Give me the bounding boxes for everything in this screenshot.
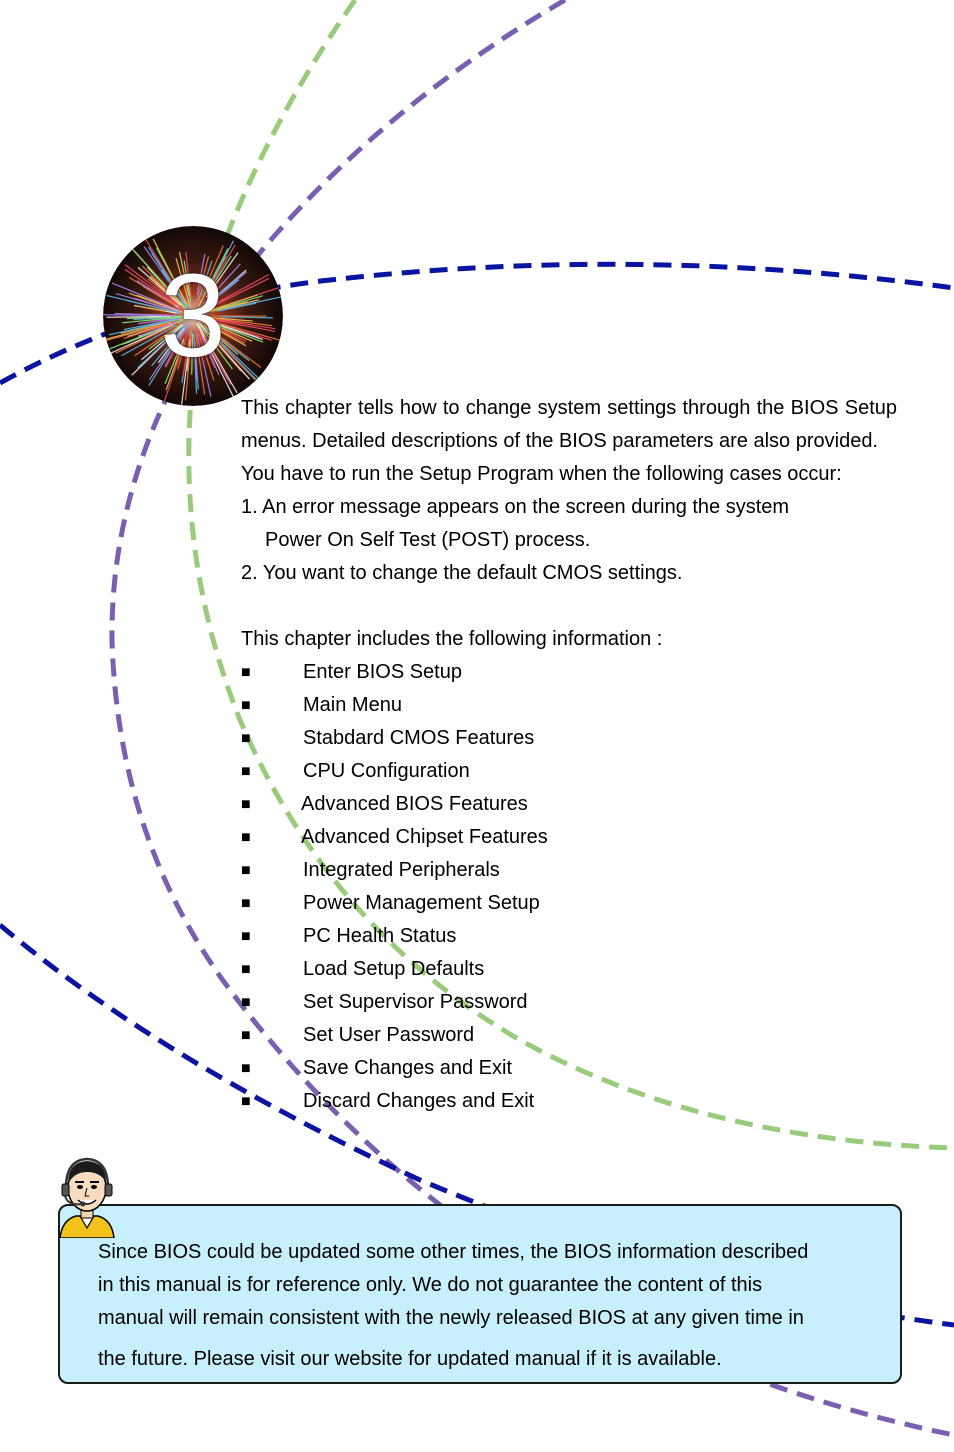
note-line: in this manual is for reference only. We do not guarantee the content of this <box>98 1274 763 1296</box>
list-item <box>241 722 897 755</box>
toc-item-label: Set User Password <box>303 1024 475 1046</box>
list-item <box>241 1019 897 1052</box>
chapter-number: 3 <box>160 250 226 382</box>
bullet-icon: ■ <box>241 1027 251 1044</box>
list-item <box>241 953 897 986</box>
bullet-icon: ■ <box>241 697 251 714</box>
toc-item-label: Integrated Peripherals <box>303 859 500 881</box>
case-2: 2. You want to change the default CMOS settings. <box>241 562 683 584</box>
toc-item-label: PC Health Status <box>303 925 457 947</box>
toc-item-label: Enter BIOS Setup <box>303 661 462 683</box>
bullet-icon: ■ <box>241 829 251 846</box>
toc-item-label: Power Management Setup <box>303 892 540 914</box>
list-item <box>241 656 897 689</box>
bullet-icon: ■ <box>241 994 251 1011</box>
list-item <box>241 788 897 821</box>
chapter-badge <box>103 226 283 406</box>
toc-item-label: Discard Changes and Exit <box>303 1090 535 1112</box>
bullet-icon: ■ <box>241 1093 251 1110</box>
case-1: 1. An error message appears on the screen during the system <box>241 496 790 518</box>
toc-item-label: Advanced BIOS Features <box>301 793 528 815</box>
bullet-icon: ■ <box>241 763 251 780</box>
cases-paragraph: You have to run the Setup Program when the following cases occur: <box>241 463 842 485</box>
bullet-icon: ■ <box>241 796 251 813</box>
note-line: Since BIOS could be updated some other times, the BIOS information described <box>98 1241 809 1263</box>
list-item <box>241 854 897 887</box>
support-agent-icon <box>56 1154 118 1238</box>
intro-paragraph: This chapter tells how to change system settings through the BIOS Setup menus. Detailed descriptions of the BIOS parameters are also provided. <box>241 397 897 452</box>
bullet-icon: ■ <box>241 862 251 879</box>
list-item <box>241 1052 897 1085</box>
note-box <box>58 1204 902 1384</box>
toc-item-label: Advanced Chipset Features <box>301 826 548 848</box>
note-line: manual will remain consistent with the newly released BIOS at any given time in <box>98 1307 804 1329</box>
list-item <box>241 986 897 1019</box>
spacer <box>241 590 897 623</box>
toc-item-label: Load Setup Defaults <box>303 958 485 980</box>
list-item <box>241 755 897 788</box>
list-item <box>241 920 897 953</box>
bullet-icon: ■ <box>241 664 251 681</box>
list-item <box>241 887 897 920</box>
list-item <box>241 1085 897 1118</box>
note-text <box>98 1236 888 1376</box>
chapter-intro <box>241 392 897 1118</box>
toc-item-label: Set Supervisor Password <box>303 991 528 1013</box>
list-item <box>241 689 897 722</box>
toc-heading: This chapter includes the following information : <box>241 628 663 650</box>
case-1-continued: Power On Self Test (POST) process. <box>265 529 591 551</box>
bullet-icon: ■ <box>241 895 251 912</box>
bullet-icon: ■ <box>241 961 251 978</box>
toc-item-label: Stabdard CMOS Features <box>303 727 535 749</box>
bullet-icon: ■ <box>241 1060 251 1077</box>
toc-list <box>241 656 897 1118</box>
bullet-icon: ■ <box>241 928 251 945</box>
toc-item-label: Save Changes and Exit <box>303 1057 513 1079</box>
bullet-icon: ■ <box>241 730 251 747</box>
toc-item-label: Main Menu <box>303 694 402 716</box>
note-line: the future. Please visit our website for updated manual if it is available. <box>98 1348 722 1370</box>
list-item <box>241 821 897 854</box>
toc-item-label: CPU Configuration <box>303 760 470 782</box>
